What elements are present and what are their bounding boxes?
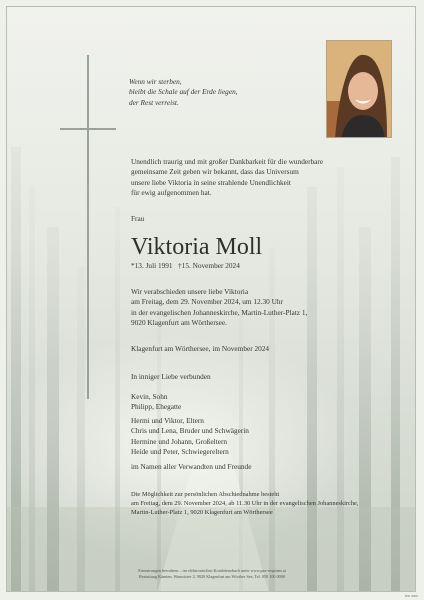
family-member: Hermine und Johann, Großeltern [131, 436, 228, 446]
farewell-line-3: in der evangelischen Johanneskirche, Martin-Luther-Platz 1, [131, 307, 308, 317]
family-member: Kevin, Sohn [131, 392, 168, 401]
family-member: Hermi und Viktor, Eltern [131, 416, 204, 425]
footer-line-2: Bestattung Kärnten, Wauwitzer 2, 9020 Klagenfurt am Wörther See, Tel. 050 100 0000 [139, 574, 285, 579]
title-prefix: Frau [131, 214, 145, 223]
farewell-line-4: 9020 Klagenfurt am Wörthersee. [131, 318, 227, 328]
place-date: Klagenfurt am Wörthersee, im November 2024 [131, 344, 270, 353]
intro-line-1: Unendlich traurig und mit großer Dankbarkeit für die wunderbare [131, 157, 324, 166]
closing-line: im Namen aller Verwandten und Freunde [131, 462, 252, 471]
obituary-frame [6, 6, 416, 592]
document-code: IEP 9000 [405, 594, 418, 598]
farewell-line-1: Wir verabschieden unsere liebe Viktoria [131, 287, 249, 296]
poem-line-3: der Rest verreist. [129, 97, 179, 107]
family-member: Heide und Peter, Schwiegereltern [131, 447, 229, 457]
poem-line-2: bleibt die Schale auf der Erde liegen, [129, 87, 238, 97]
farewell-line-2: am Freitag, dem 29. November 2024, um 12.30 Uhr [131, 297, 283, 307]
life-dates: *13. Juli 1991 †15. November 2024 [131, 261, 240, 270]
cross-horizontal [60, 128, 116, 130]
viewing-line-3: Martin-Luther-Platz 1, 9020 Klagenfurt am Wörthersee [131, 509, 273, 517]
connected-line: In inniger Liebe verbunden [131, 372, 211, 381]
deceased-name: Viktoria Moll [131, 234, 263, 260]
portrait-image [327, 41, 392, 138]
family-member: Philipp, Ehegatte [131, 402, 182, 412]
intro-line-4: für ewig aufgenommen hat. [131, 188, 212, 198]
poem-line-1: Wenn wir sterben, [129, 77, 182, 86]
family-member: Chris und Lena, Bruder und Schwägerin [131, 426, 249, 436]
cross-vertical [87, 55, 89, 399]
footer-line-1: Erinnerungen bewahren – im elektronischen Kondolenzbuch unter www.pax-requiem.at [138, 568, 286, 573]
intro-line-2: gemeinsame Zeit geben wir bekannt, dass das Universum [131, 167, 299, 177]
viewing-line-1: Die Möglichkeit zur persönlichen Abschiednahme besteht [131, 491, 280, 498]
intro-line-3: unsere liebe Viktoria in seine strahlende Unendlichkeit [131, 177, 291, 187]
viewing-line-2: am Freitag, dem 29. November 2024, ab 11.30 Uhr in der evangelischen Johanneskirche, [131, 500, 359, 508]
portrait-photo [326, 40, 392, 138]
